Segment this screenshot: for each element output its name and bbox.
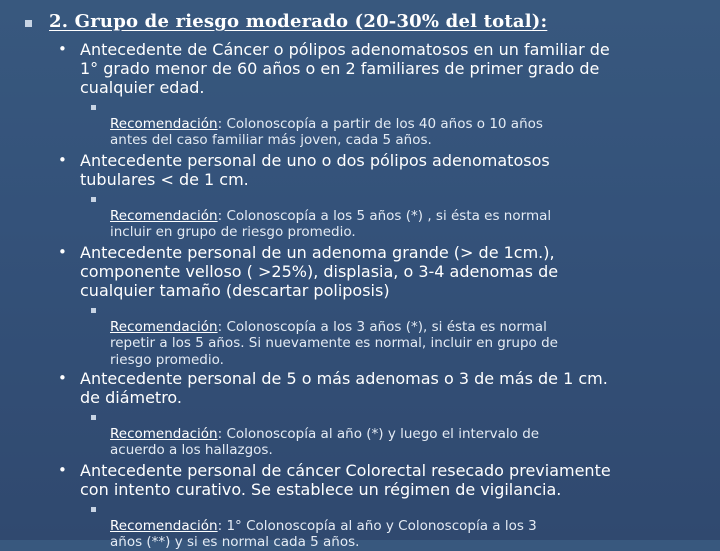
list-item xyxy=(58,151,708,241)
item-text: Antecedente personal de uno o dos pólipos adenomatosos tubulares < de 1 cm. xyxy=(80,151,550,189)
list-item xyxy=(58,243,708,368)
slide-title: 2. Grupo de riesgo moderado (20-30% del total): xyxy=(49,11,548,32)
square-bullet-icon xyxy=(91,105,96,110)
recommendation-label: Recomendación xyxy=(110,115,218,132)
round-bullet-icon: • xyxy=(58,369,67,387)
recommendation-text: : Colonoscopía al año (*) y luego el intervalo de acuerdo a los hallazgos. xyxy=(110,425,540,458)
item-text: Antecedente personal de cáncer Colorectal resecado previamente con intento curativo. Se establece un régimen de vigilancia. xyxy=(80,461,611,499)
recommendation xyxy=(91,99,708,149)
recommendation-label: Recomendación xyxy=(110,207,218,224)
recommendation-label: Recomendación xyxy=(110,425,218,442)
square-bullet-icon xyxy=(91,308,96,313)
recommendation xyxy=(91,302,708,368)
recommendation-text: : Colonoscopía a partir de los 40 años o 10 años antes del caso familiar más joven, cada 5 años. xyxy=(110,115,543,148)
item-text: Antecedente de Cáncer o pólipos adenomatosos en un familiar de 1° grado menor de 60 años o en 2 familiares de primer grado de cualquier edad. xyxy=(80,40,610,97)
round-bullet-icon: • xyxy=(58,461,67,479)
round-bullet-icon: • xyxy=(58,40,67,58)
recommendation-text: : Colonoscopía a los 3 años (*), si ésta es normal repetir a los 5 años. Si nuevamente es normal, incluir en grupo de riesgo promedio. xyxy=(110,318,558,368)
title-row xyxy=(25,11,547,32)
recommendation xyxy=(91,501,708,551)
item-text: Antecedente personal de 5 o más adenomas o 3 de más de 1 cm. de diámetro. xyxy=(80,369,608,407)
list-item xyxy=(58,461,708,551)
recommendation-text: : 1° Colonoscopía al año y Colonoscopía a los 3 años (**) y si es normal cada 5 años. xyxy=(110,517,537,550)
list-item xyxy=(58,40,708,149)
item-text: Antecedente personal de un adenoma grande (> de 1cm.), componente velloso ( >25%), displasia, o 3-4 adenomas de cualquier tamaño (descartar poliposis) xyxy=(80,243,559,300)
recommendation-text: : Colonoscopía a los 5 años (*) , si ésta es normal incluir en grupo de riesgo promedio. xyxy=(110,207,552,240)
recommendation xyxy=(91,409,708,459)
recommendation-label: Recomendación xyxy=(110,318,218,335)
recommendation xyxy=(91,191,708,241)
square-bullet-icon xyxy=(91,507,96,512)
list-item xyxy=(58,369,708,459)
round-bullet-icon: • xyxy=(58,151,67,169)
square-bullet-icon xyxy=(91,415,96,420)
square-bullet-icon xyxy=(91,197,96,202)
round-bullet-icon: • xyxy=(58,243,67,261)
square-bullet-icon xyxy=(25,20,32,27)
recommendation-label: Recomendación xyxy=(110,517,218,534)
